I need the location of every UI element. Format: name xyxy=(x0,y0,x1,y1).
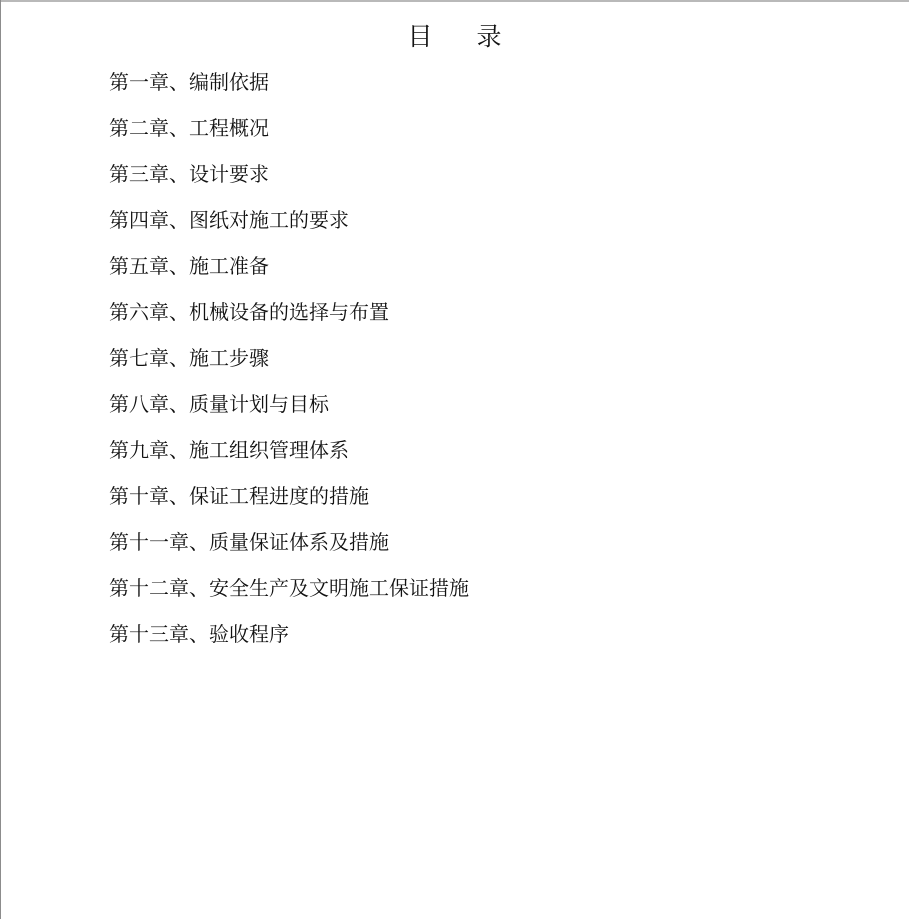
table-of-contents xyxy=(109,64,469,662)
toc-entry-chapter-10: 第十章、保证工程进度的措施 xyxy=(109,484,369,508)
toc-entry-chapter-5: 第五章、施工准备 xyxy=(109,254,269,278)
toc-entry-chapter-12: 第十二章、安全生产及文明施工保证措施 xyxy=(109,576,469,600)
page-title: 目录 xyxy=(407,22,546,51)
toc-entry-chapter-2: 第二章、工程概况 xyxy=(109,116,269,140)
toc-entry-chapter-8: 第八章、质量计划与目标 xyxy=(109,392,329,416)
toc-entry-chapter-6: 第六章、机械设备的选择与布置 xyxy=(109,300,389,324)
toc-entry-chapter-13: 第十三章、验收程序 xyxy=(109,622,289,646)
toc-entry-chapter-7: 第七章、施工步骤 xyxy=(109,346,269,370)
toc-entry-chapter-3: 第三章、设计要求 xyxy=(109,162,269,186)
toc-entry-chapter-1: 第一章、编制依据 xyxy=(109,70,269,94)
toc-entry-chapter-11: 第十一章、质量保证体系及措施 xyxy=(109,530,389,554)
toc-entry-chapter-9: 第九章、施工组织管理体系 xyxy=(109,438,349,462)
toc-entry-chapter-4: 第四章、图纸对施工的要求 xyxy=(109,208,349,232)
